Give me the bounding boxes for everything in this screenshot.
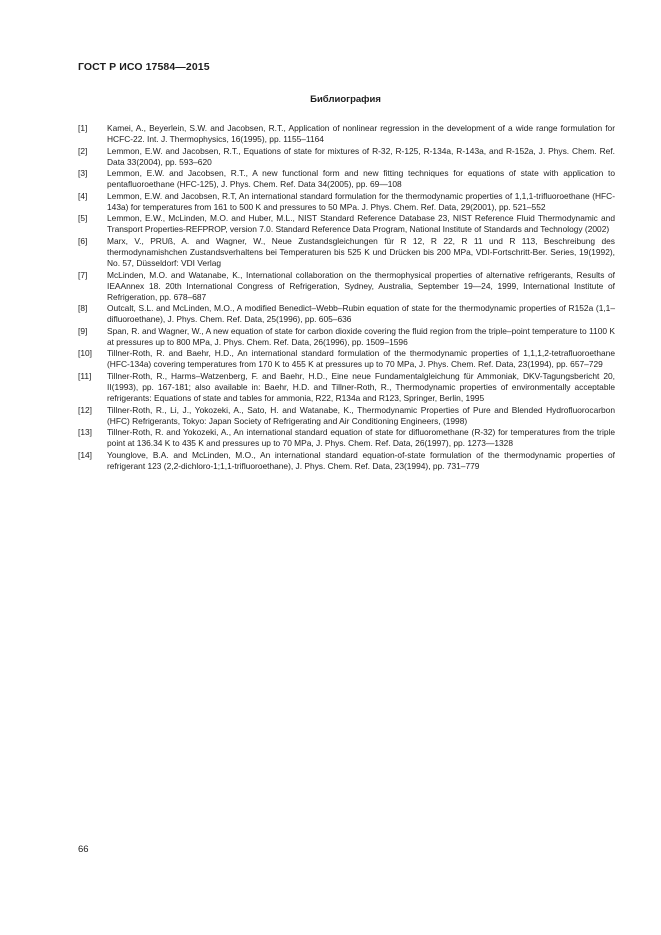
reference-number: [6]: [78, 235, 88, 246]
page-number: 66: [78, 844, 89, 855]
reference-number: [7]: [78, 269, 88, 280]
standard-designation: ГОСТ Р ИСО 17584—2015: [78, 61, 210, 73]
reference-text: Younglove, B.A. and McLinden, M.O., An international standard equation-of-state formulation of the thermodynamic properties of refrigerant 123 (2,2-dichloro-1;1,1-trifluoroethane), J. Phys. Chem. Ref. Data, 23(1994), pp. 731–779: [107, 449, 615, 471]
reference-item: [78, 236, 615, 269]
reference-text: Tillner-Roth, R. and Yokozeki, A., An international standard equation of state for difluoromethane (R-32) for temperatures from the triple point at 136.34 K to 435 K and pressures up to 70 MPa, J. Phys. Chem. Ref. Data, 26(1997), pp. 1273—1328: [107, 427, 615, 449]
reference-item: [78, 450, 615, 472]
reference-text: McLinden, M.O. and Watanabe, K., International collaboration on the thermophysical properties of alternative refrigerants, Results of IEAAnnex 18. 20th International Congress of Refrigeration, Sydney, Australia, September 19—24, 1999, International Institute of Refrigeration, pp. 678–687: [107, 269, 615, 302]
reference-text: Outcalt, S.L. and McLinden, M.O., A modified Benedict–Webb–Rubin equation of state for the thermodynamic properties of R152a (1,1–difluoroethane), J. Phys. Chem. Ref. Data, 25(1996), pp. 605–636: [107, 303, 615, 325]
reference-number: [12]: [78, 404, 92, 415]
reference-item: [78, 348, 615, 370]
reference-text: Lemmon, E.W. and Jacobsen, R.T., A new functional form and new fitting techniques for equations of state with application to pentafluoroethane (HFC-125), J. Phys. Chem. Ref. Data 34(2005), pp. 69—108: [107, 168, 615, 190]
section-title: Библиография: [310, 94, 381, 105]
reference-text: Tillner-Roth, R., Harms–Watzenberg, F. and Baehr, H.D., Eine neue Fundamentalgleichung für Ammoniak, DKV-Tagungsbericht 20, II(1993), pp. 167-181; also available in: Baehr, H.D. and Tillner-Roth, R., Thermodynamic properties of environmentally acceptable refrigerants: Equations of state and tables for ammonia, R22, R134a and R123, Springer, Berlin, 1995: [107, 370, 615, 403]
reference-number: [3]: [78, 168, 88, 179]
reference-number: [5]: [78, 213, 88, 224]
bibliography-list: [78, 123, 615, 472]
reference-number: [10]: [78, 348, 92, 359]
reference-text: Lemmon, E.W., McLinden, M.O. and Huber, M.L., NIST Standard Reference Database 23, NIST Reference Fluid Thermodynamic and Transport Properties-REFPROP, version 7.0. Standard Reference Data Program, National Institute of Standards and Technology (2002): [107, 213, 615, 235]
reference-number: [2]: [78, 145, 88, 156]
reference-number: [14]: [78, 449, 92, 460]
reference-text: Tillner-Roth, R., Li, J., Yokozeki, A., Sato, H. and Watanabe, K., Thermodynamic Properties of Pure and Blended Hydrofluorocarbon (HFC) Refrigerants, Tokyo: Japan Society of Refrigerating and Air Conditioning Engineers, (1998): [107, 404, 615, 426]
reference-number: [8]: [78, 303, 88, 314]
reference-number: [13]: [78, 427, 92, 438]
reference-item: [78, 123, 615, 145]
reference-item: [78, 270, 615, 303]
reference-number: [9]: [78, 325, 88, 336]
reference-text: Kamei, A., Beyerlein, S.W. and Jacobsen, R.T., Application of nonlinear regression in the development of a wide range formulation for HCFC-22. Int. J. Thermophysics, 16(1995), pp. 1155–1164: [107, 123, 615, 144]
reference-item: [78, 427, 615, 449]
reference-text: Lemmon, E.W. and Jacobsen, R.T, An international standard formulation for the thermodynamic properties of 1,1,1-trifluoroethane (HFC-143a) for temperatures from 161 to 500 K and pressures to 50 MPa. J. Phys. Chem. Ref. Data, 29(2001), pp. 521–552: [107, 190, 615, 212]
reference-number: [1]: [78, 123, 88, 133]
reference-item: [78, 168, 615, 190]
reference-item: [78, 326, 615, 348]
reference-text: Span, R. and Wagner, W., A new equation of state for carbon dioxide covering the fluid region from the triple–point temperature to 1100 K at pressures up to 800 MPa, J. Phys. Chem. Ref. Data, 26(1996), pp. 1509–1596: [107, 325, 615, 347]
reference-number: [11]: [78, 370, 92, 381]
reference-item: [78, 191, 615, 213]
reference-item: [78, 405, 615, 427]
reference-text: Tillner-Roth, R. and Baehr, H.D., An international standard formulation of the thermodynamic properties of 1,1,1,2-tetrafluoroethane (HFC-134a) covering temperatures from 170 K to 455 K at pressures up to 70 MPa, J. Phys. Chem. Ref. Data, 23(1994), pp. 657–729: [107, 348, 615, 370]
reference-item: [78, 371, 615, 404]
reference-item: [78, 213, 615, 235]
reference-item: [78, 146, 615, 168]
reference-text: Lemmon, E.W. and Jacobsen, R.T., Equations of state for mixtures of R-32, R-125, R-134a, R-143a, and R-152a, J. Phys. Chem. Ref. Data 33(2004), pp. 593–620: [107, 145, 615, 167]
reference-number: [4]: [78, 190, 88, 201]
reference-item: [78, 303, 615, 325]
reference-text: Marx, V., PRUß, A. and Wagner, W., Neue Zustandsgleichungen für R 12, R 22, R 11 und R 113, Beschreibung des thermodynamishchen Zustandsverhaltens bei Temperaturen bis 525 K und Drücken bis 200 MPa, VDI-Fortschritt-Ber. Series, 19(1992), No. 57, Düsseldorf: VDI Verlag: [107, 235, 615, 268]
